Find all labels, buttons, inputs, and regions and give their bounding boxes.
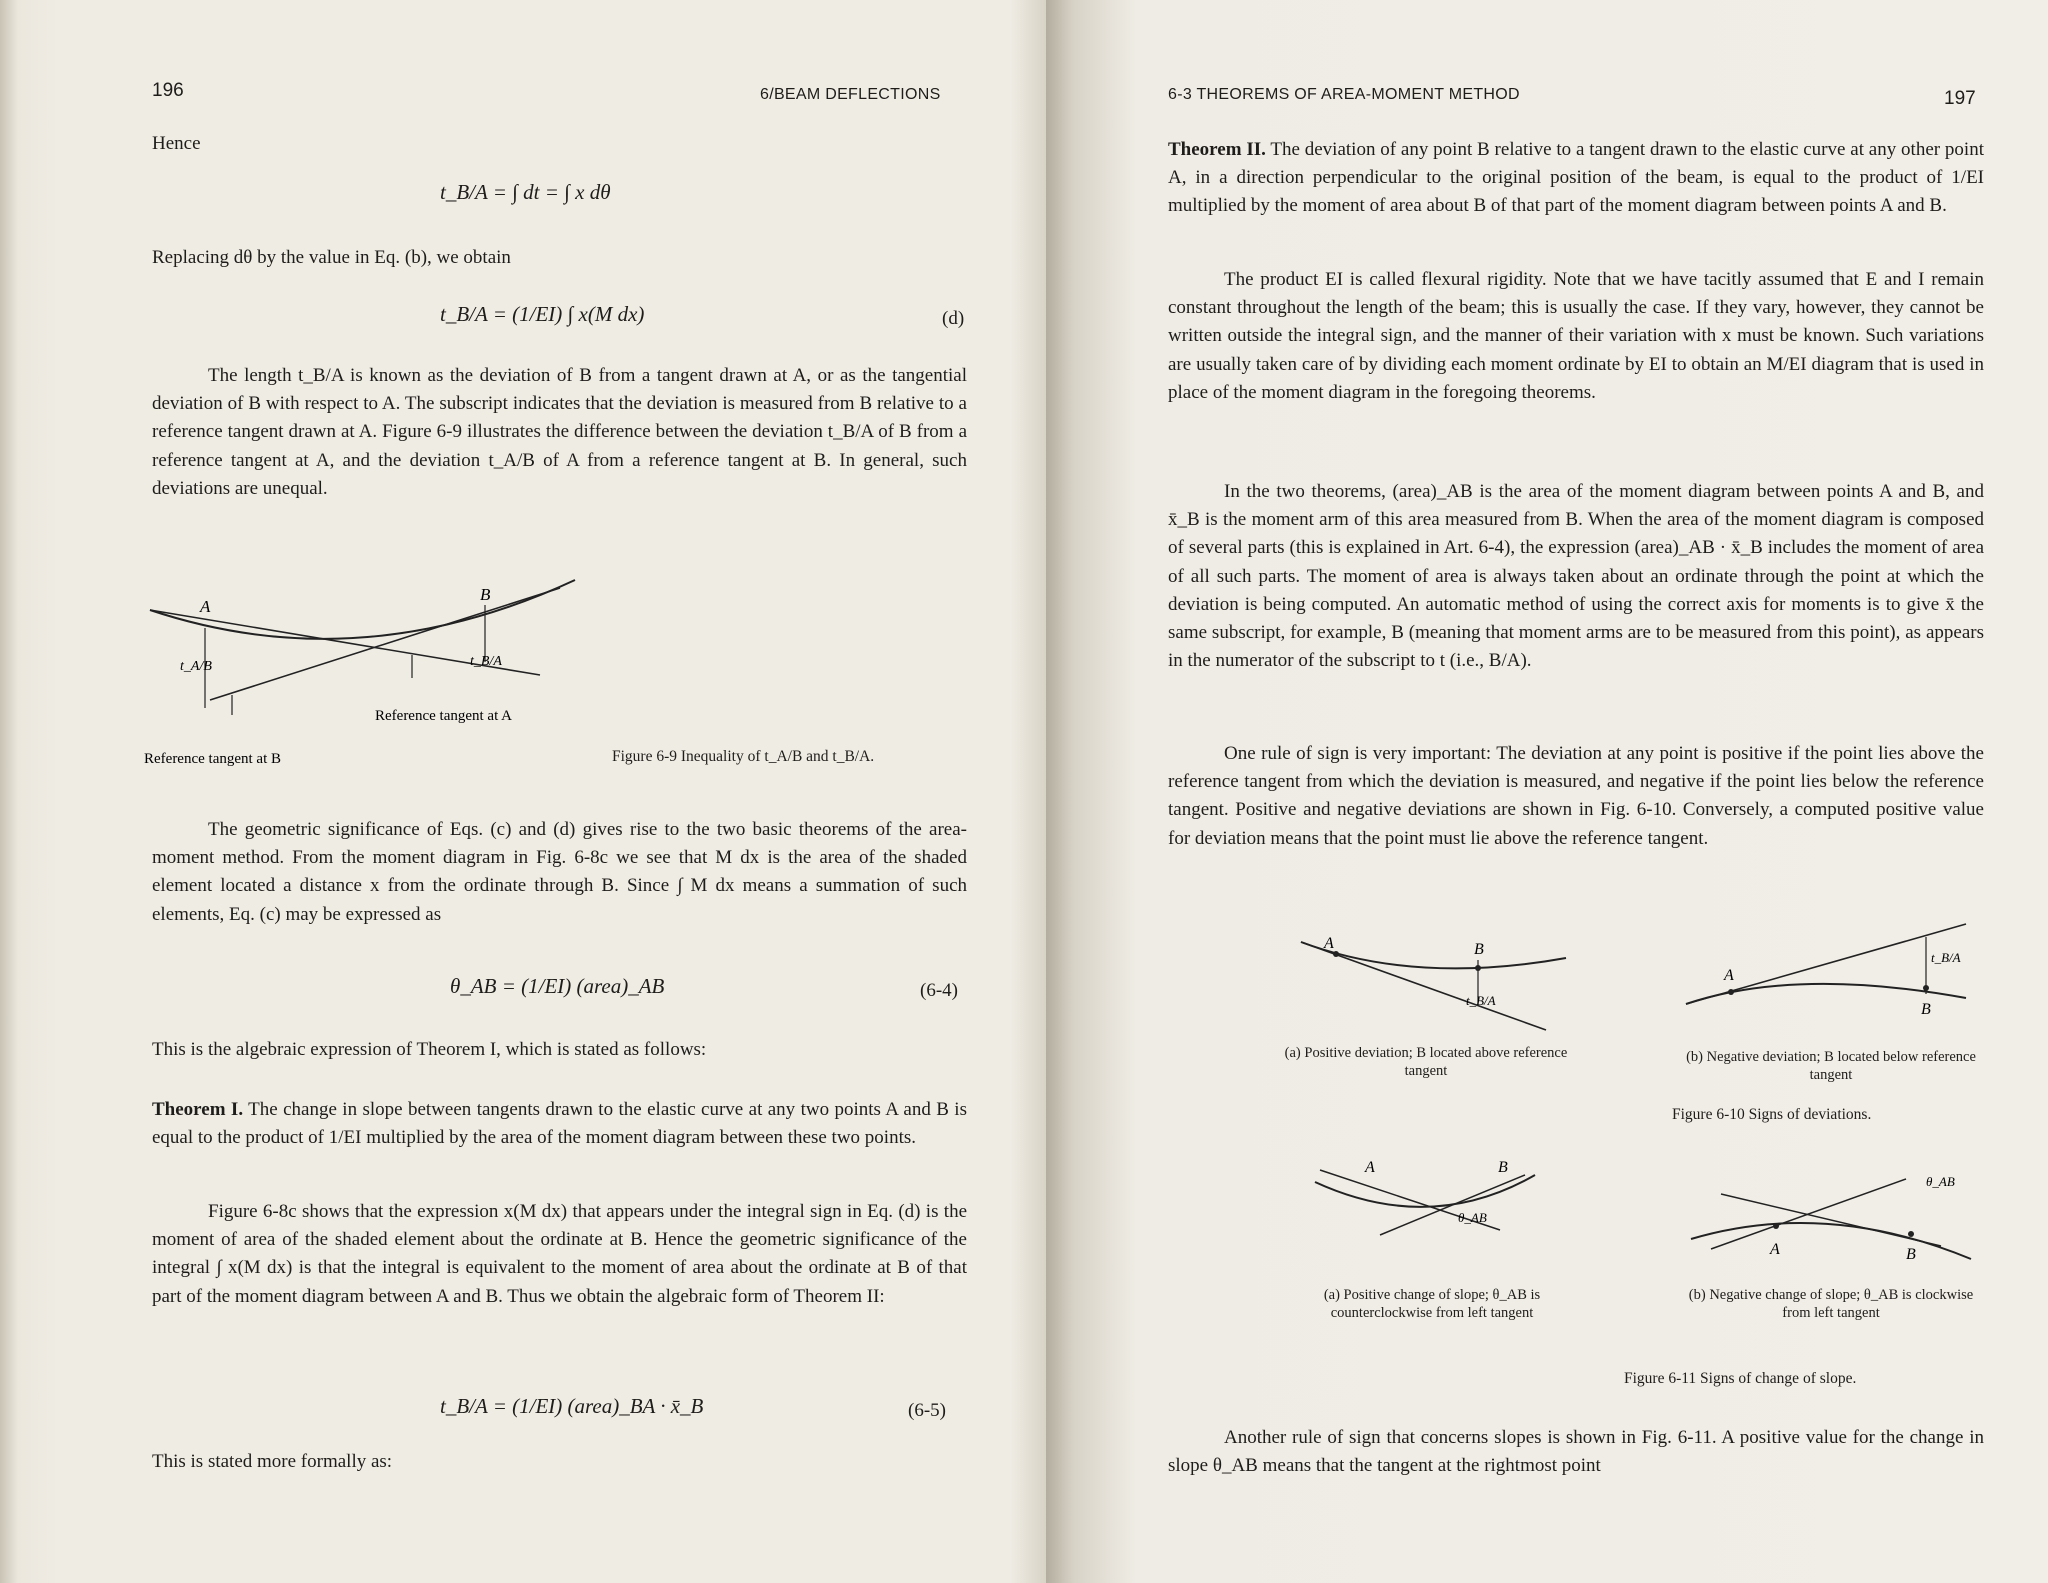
fig610a-label-b: B <box>1474 941 1484 958</box>
fig610b-label-b: B <box>1921 1001 1931 1018</box>
reference-tangent-b-line <box>210 588 560 700</box>
fig69-ref-tangent-a: Reference tangent at A <box>375 708 513 724</box>
tangent-at-a-line <box>1721 1194 1941 1246</box>
replacing-text: Replacing dθ by the value in Eq. (b), we obtain <box>152 247 511 268</box>
paragraph-geometric-significance: The geometric significance of Eqs. (c) and (d) gives rise to the two basic theorems of the area-moment method. From the moment diagram in Fig. 6-8c we see that M dx is the area of the shaded element located a distance x from the ordinate through B. Since ∫ M dx means a summation of such elements, Eq. (c) may be expressed as <box>152 819 967 925</box>
elastic-curve <box>150 580 575 639</box>
theorem-1-text: The change in slope between tangents drawn to the elastic curve at any two points A and B is equal to the product of 1/EI multiplied by the area of the moment diagram between these two points. <box>152 1099 967 1149</box>
page-number-right: 197 <box>1944 88 1976 109</box>
equation-6-5: t_B/A = (1/EI) (area)_BA · x̄_B <box>440 1394 704 1418</box>
theorem-1-heading: Theorem I. <box>152 1099 244 1120</box>
figure-6-9-diagram <box>140 570 600 770</box>
figure-6-10a-caption: (a) Positive deviation; B located above reference tangent <box>1284 1045 1568 1079</box>
figure-6-11b-diagram <box>1686 1164 1976 1274</box>
figure-6-9-caption: Figure 6-9 Inequality of t_A/B and t_B/A. <box>612 748 875 765</box>
equation-6-4-number: (6-4) <box>920 980 958 1001</box>
figure-6-11b-caption: (b) Negative change of slope; θ_AB is clockwise from left tangent <box>1688 1287 1974 1321</box>
figure-6-10-caption: Figure 6-10 Signs of deviations. <box>1672 1106 1872 1123</box>
hence-text: Hence <box>152 133 201 154</box>
fig610b-label-a: A <box>1724 967 1734 984</box>
fig611b-label-a: A <box>1770 1241 1780 1258</box>
page-number-left: 196 <box>152 80 184 101</box>
fig611b-label-b: B <box>1906 1246 1916 1263</box>
theorem-2-text: The deviation of any point B relative to a tangent drawn to the elastic curve at any other point A, in a direction perpendicular to the original position of the beam, is equal to the product of 1/EI multiplied by the moment of area about B of that part of the moment diagram between points A and B. <box>1168 139 1984 217</box>
running-head-right: 6-3 THEOREMS OF AREA-MOMENT METHOD <box>1168 86 1520 103</box>
equation-tba-integral: t_B/A = ∫ dt = ∫ x dθ <box>440 180 611 204</box>
paragraph-stated-formally: This is stated more formally as: <box>152 1451 393 1472</box>
fig610b-label-t: t_B/A <box>1931 950 1961 965</box>
theorem-1-block <box>152 1096 967 1152</box>
fig610a-label-t: t_B/A <box>1466 993 1496 1008</box>
equation-6-4: θ_AB = (1/EI) (area)_AB <box>450 974 665 998</box>
equation-6-5-number: (6-5) <box>908 1400 946 1421</box>
fig69-label-b: B <box>480 585 491 604</box>
figure-6-11a-caption: (a) Positive change of slope; θ_AB is counterclockwise from left tangent <box>1323 1287 1541 1321</box>
figure-6-11a-diagram <box>1300 1160 1550 1260</box>
fig611a-label-theta: θ_AB <box>1458 1210 1487 1225</box>
theorem-2-block <box>1168 136 1984 221</box>
paragraph-flexural-rigidity: The product EI is called flexural rigidity. Note that we have tacitly assumed that E and I remain constant throughout the length of the beam; this is usually the case. If they vary, however, they cannot be written outside the integral sign, and the manner of their variation with x must be known. Such variations are usually taken care of by dividing each moment ordinate by EI to obtain an M/EI diagram that is used in place of the moment diagram in the foregoing theorems. <box>1168 269 1984 403</box>
tangent-at-b-line <box>1380 1175 1525 1235</box>
paragraph-theorem2-derivation: Figure 6-8c shows that the expression x(M dx) that appears under the integral sign in Eq. (d) is the moment of area of the shaded element about the ordinate at B. Hence the geometric significance of the integral ∫ x(M dx) is that the integral is equivalent to the moment of area about the ordinate at B of that part of the moment diagram between A and B. Thus we obtain the algebraic form of Theorem II: <box>152 1201 967 1307</box>
theorem-2-heading: Theorem II. <box>1168 139 1266 160</box>
tangent-at-b-line <box>1711 1179 1906 1249</box>
paragraph-area-and-moment-arm: In the two theorems, (area)_AB is the area of the moment diagram between points A and B, and x̄_B is the moment arm of this area measured from B. When the area of the moment diagram is composed of several parts (this is explained in Art. 6-4), the expression (area)_AB · x̄_B includes the moment of area of all such parts. The moment of area is always taken about an ordinate through the point at which the deviation is being computed. An automatic method of using the correct axis for moments is to give x̄ the same subscript, for example, B (meaning that moment arms are to be measured from this point), as appears in the numerator of the subscript to t (i.e., B/A). <box>1168 481 1984 672</box>
fig611a-label-b: B <box>1498 1160 1508 1176</box>
fig611a-label-a: A <box>1365 1160 1375 1176</box>
fig69-label-a: A <box>200 597 211 616</box>
paragraph-deviation-definition: The length t_B/A is known as the deviation of B from a tangent drawn at A, or as the tangential deviation of B with respect to A. The subscript indicates that the deviation is measured from B relative to a reference tangent drawn at A. Figure 6-9 illustrates the difference between the deviation t_B/A of B from a reference tangent at A, and the deviation t_A/B of A from a reference tangent at B. In general, such deviations are unequal. <box>152 365 967 499</box>
fig69-label-tab: t_A/B <box>180 659 212 674</box>
figure-6-11-caption: Figure 6-11 Signs of change of slope. <box>1624 1370 1857 1387</box>
paragraph-sign-of-deviation: One rule of sign is very important: The deviation at any point is positive if the point lies above the reference tangent from which the deviation is measured, and negative if the point lies below the reference tangent. Positive and negative deviations are shown in Fig. 6-10. Conversely, a computed positive value for deviation means that the point must lie above the reference tangent. <box>1168 743 1984 849</box>
figure-6-10a-diagram <box>1296 930 1586 1050</box>
figure-6-10b-diagram <box>1676 922 1976 1022</box>
equation-d: t_B/A = (1/EI) ∫ x(M dx) <box>440 302 645 326</box>
fig611b-label-theta: θ_AB <box>1926 1174 1955 1189</box>
right-page <box>1046 0 2048 1583</box>
fig69-label-tba: t_B/A <box>470 654 502 669</box>
figure-6-10b-caption: (b) Negative deviation; B located below reference tangent <box>1686 1049 1976 1083</box>
paragraph-sign-of-slope: Another rule of sign that concerns slopes is shown in Fig. 6-11. A positive value for the change in slope θ_AB means that the tangent at the rightmost point <box>1168 1427 1984 1477</box>
fig610a-label-a: A <box>1324 935 1334 952</box>
elastic-curve <box>1301 942 1566 968</box>
paragraph-theorem1-intro: This is the algebraic expression of Theorem I, which is stated as follows: <box>152 1039 707 1060</box>
fig69-ref-tangent-b: Reference tangent at B <box>144 751 282 767</box>
running-head-left: 6/BEAM DEFLECTIONS <box>760 86 941 103</box>
equation-d-number: (d) <box>942 308 965 329</box>
